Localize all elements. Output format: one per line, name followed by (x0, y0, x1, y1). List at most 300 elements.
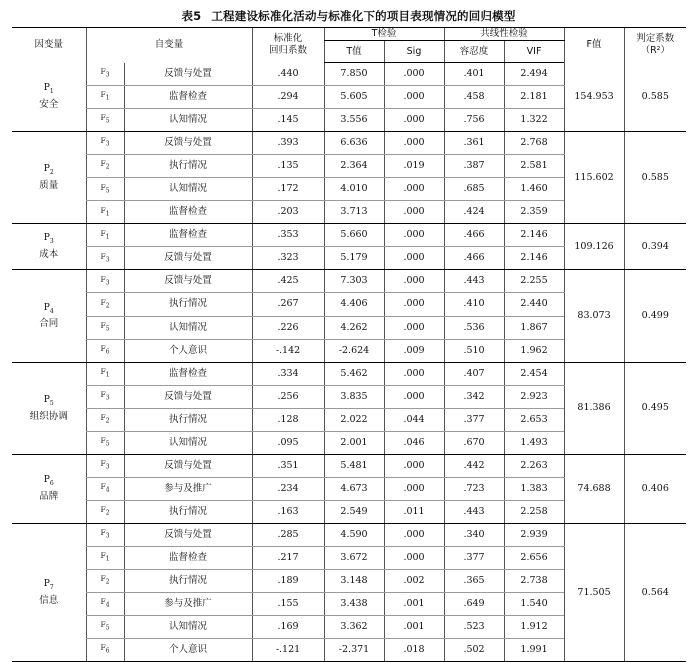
f-value: 154.953 (564, 63, 624, 132)
dependent-variable-cell (12, 63, 86, 132)
independent-variable: 监督检查 (124, 201, 252, 224)
factor-code (86, 385, 124, 408)
code-index: 6 (105, 647, 110, 655)
t-value: -2.371 (324, 639, 384, 662)
t-value: 3.362 (324, 616, 384, 639)
vif-value: 2.768 (504, 132, 564, 155)
sig-value: .044 (384, 408, 444, 431)
code-index: 5 (105, 624, 110, 632)
code-index: 1 (105, 233, 110, 241)
dependent-name: 成本 (39, 249, 59, 261)
dependent-code (12, 232, 86, 248)
vif-value: 2.440 (504, 293, 564, 316)
code-letter: F (100, 551, 106, 561)
std-coef-value: -.142 (252, 339, 324, 362)
t-value: 2.022 (324, 408, 384, 431)
code-index: 6 (105, 348, 110, 356)
dependent-variable-cell (12, 454, 86, 523)
dependent-code (12, 578, 86, 594)
t-value: 3.556 (324, 109, 384, 132)
independent-variable: 个人意识 (124, 339, 252, 362)
r2-value: 0.406 (624, 454, 686, 523)
f-value: 71.505 (564, 523, 624, 661)
factor-code (86, 132, 124, 155)
tolerance-value: .340 (444, 523, 504, 546)
dependent-code (12, 302, 86, 318)
code-index: 2 (105, 302, 110, 310)
independent-variable: 执行情况 (124, 408, 252, 431)
code-letter: P (43, 164, 50, 175)
vif-value: 1.912 (504, 616, 564, 639)
vif-value: 2.494 (504, 63, 564, 86)
sig-value: .001 (384, 616, 444, 639)
vif-value: 1.540 (504, 593, 564, 616)
independent-variable: 执行情况 (124, 500, 252, 523)
header-std-coef-line1: 标准化 (273, 33, 303, 45)
code-index: 3 (49, 238, 54, 246)
table-row (12, 362, 686, 385)
header-dependent: 因变量 (12, 28, 86, 63)
factor-code (86, 178, 124, 201)
tolerance-value: .523 (444, 616, 504, 639)
factor-code (86, 247, 124, 270)
code-letter: F (100, 159, 106, 169)
t-value: 3.438 (324, 593, 384, 616)
header-independent: 自变量 (86, 28, 252, 63)
independent-variable: 反馈与处置 (124, 523, 252, 546)
factor-code (86, 339, 124, 362)
sig-value: .000 (384, 477, 444, 500)
f-value: 83.073 (564, 270, 624, 362)
r2-value: 0.585 (624, 132, 686, 224)
t-value: 4.262 (324, 316, 384, 339)
tolerance-value: .466 (444, 247, 504, 270)
std-coef-value: .285 (252, 523, 324, 546)
f-value: 115.602 (564, 132, 624, 224)
tolerance-value: .377 (444, 408, 504, 431)
header-collinearity: 共线性检验 (444, 28, 564, 41)
dependent-variable-cell (12, 132, 86, 224)
vif-value: 2.653 (504, 408, 564, 431)
std-coef-value: .393 (252, 132, 324, 155)
tolerance-value: .377 (444, 546, 504, 569)
r2-value: 0.585 (624, 63, 686, 132)
code-letter: F (100, 90, 106, 100)
sig-value: .000 (384, 63, 444, 86)
code-index: 2 (105, 417, 110, 425)
code-index: 3 (105, 463, 110, 471)
factor-code (86, 155, 124, 178)
vif-value: 1.322 (504, 109, 564, 132)
t-value: 5.462 (324, 362, 384, 385)
tolerance-value: .401 (444, 63, 504, 86)
dependent-name: 质量 (39, 180, 59, 192)
independent-variable: 认知情况 (124, 431, 252, 454)
code-index: 1 (105, 94, 110, 102)
vif-value: 2.146 (504, 247, 564, 270)
table-row (12, 132, 686, 155)
code-letter: F (100, 113, 106, 123)
code-letter: P (43, 475, 50, 486)
code-letter: P (43, 579, 50, 590)
std-coef-value: .351 (252, 454, 324, 477)
code-letter: P (43, 233, 50, 244)
std-coef-value: .294 (252, 86, 324, 109)
std-coef-value: .234 (252, 477, 324, 500)
sig-value: .000 (384, 224, 444, 247)
dependent-name: 合同 (39, 318, 59, 330)
factor-code (86, 86, 124, 109)
header-vif: VIF (504, 41, 564, 63)
independent-variable: 个人意识 (124, 639, 252, 662)
t-value: 2.549 (324, 500, 384, 523)
tolerance-value: .361 (444, 132, 504, 155)
code-letter: F (100, 459, 106, 469)
independent-variable: 监督检查 (124, 362, 252, 385)
header-f-value: F值 (564, 28, 624, 63)
t-value: 4.406 (324, 293, 384, 316)
tolerance-value: .649 (444, 593, 504, 616)
dependent-variable-cell (12, 224, 86, 270)
independent-variable: 认知情况 (124, 178, 252, 201)
f-value: 74.688 (564, 454, 624, 523)
code-index: 3 (105, 532, 110, 540)
sig-value: .009 (384, 339, 444, 362)
code-letter: F (100, 182, 106, 192)
tolerance-value: .407 (444, 362, 504, 385)
tolerance-value: .756 (444, 109, 504, 132)
table-caption (0, 8, 697, 24)
std-coef-value: -.121 (252, 639, 324, 662)
sig-value: .000 (384, 201, 444, 224)
vif-value: 2.738 (504, 570, 564, 593)
code-letter: F (100, 343, 106, 353)
sig-value: .000 (384, 546, 444, 569)
independent-variable: 执行情况 (124, 293, 252, 316)
code-letter: F (100, 482, 106, 492)
std-coef-value: .203 (252, 201, 324, 224)
independent-variable: 认知情况 (124, 109, 252, 132)
independent-variable: 反馈与处置 (124, 385, 252, 408)
header-t-test: T检验 (324, 28, 444, 41)
std-coef-value: .145 (252, 109, 324, 132)
sig-value: .000 (384, 293, 444, 316)
vif-value: 2.255 (504, 270, 564, 293)
code-index: 5 (105, 117, 110, 125)
vif-value: 2.939 (504, 523, 564, 546)
header-r2-line1: 判定系数 (636, 33, 675, 45)
independent-variable: 反馈与处置 (124, 132, 252, 155)
tolerance-value: .670 (444, 431, 504, 454)
header-sig: Sig (384, 41, 444, 63)
t-value: 3.672 (324, 546, 384, 569)
std-coef-value: .163 (252, 500, 324, 523)
vif-value: 1.962 (504, 339, 564, 362)
sig-value: .000 (384, 247, 444, 270)
sig-value: .000 (384, 86, 444, 109)
tolerance-value: .387 (444, 155, 504, 178)
code-letter: F (100, 274, 106, 284)
dependent-code (12, 163, 86, 179)
code-letter: F (100, 228, 106, 238)
code-index: 5 (105, 440, 110, 448)
dependent-code (12, 474, 86, 490)
vif-value: 1.991 (504, 639, 564, 662)
std-coef-value: .217 (252, 546, 324, 569)
code-index: 2 (105, 578, 110, 586)
sig-value: .019 (384, 155, 444, 178)
dependent-code (12, 82, 86, 98)
factor-code (86, 523, 124, 546)
tolerance-value: .342 (444, 385, 504, 408)
tolerance-value: .510 (444, 339, 504, 362)
std-coef-value: .440 (252, 63, 324, 86)
std-coef-value: .172 (252, 178, 324, 201)
vif-value: 1.867 (504, 316, 564, 339)
code-index: 5 (49, 399, 54, 407)
vif-value: 2.181 (504, 86, 564, 109)
t-value: 6.636 (324, 132, 384, 155)
sig-value: .000 (384, 454, 444, 477)
table-number: 表5 (181, 9, 202, 23)
table-row (12, 224, 686, 247)
header-r2-line2: （R²） (640, 45, 670, 57)
table-row (12, 270, 686, 293)
code-index: 3 (105, 394, 110, 402)
code-index: 4 (49, 307, 54, 315)
independent-variable: 执行情况 (124, 570, 252, 593)
t-value: 7.850 (324, 63, 384, 86)
t-value: 3.835 (324, 385, 384, 408)
code-index: 4 (105, 601, 110, 609)
header-r2 (624, 28, 686, 63)
code-index: 1 (49, 88, 54, 96)
code-index: 5 (105, 187, 110, 194)
t-value: 7.303 (324, 270, 384, 293)
dependent-variable-cell (12, 362, 86, 454)
std-coef-value: .135 (252, 155, 324, 178)
header-tolerance: 容忍度 (444, 41, 504, 63)
factor-code (86, 224, 124, 247)
independent-variable: 参与及推广 (124, 593, 252, 616)
code-index: 3 (105, 71, 110, 79)
code-letter: F (100, 643, 106, 653)
code-letter: F (100, 67, 106, 77)
table-header (12, 28, 686, 63)
tolerance-value: .458 (444, 86, 504, 109)
table-body (12, 63, 686, 662)
r2-value: 0.499 (624, 270, 686, 362)
factor-code (86, 454, 124, 477)
independent-variable: 反馈与处置 (124, 63, 252, 86)
code-letter: F (100, 136, 106, 146)
regression-table (12, 27, 686, 662)
sig-value: .000 (384, 362, 444, 385)
tolerance-value: .443 (444, 500, 504, 523)
code-letter: F (100, 597, 106, 607)
code-letter: F (100, 297, 106, 307)
factor-code (86, 109, 124, 132)
vif-value: 2.454 (504, 362, 564, 385)
factor-code (86, 408, 124, 431)
tolerance-value: .536 (444, 316, 504, 339)
code-letter: P (43, 83, 50, 94)
t-value: 5.605 (324, 86, 384, 109)
code-letter: F (100, 251, 106, 261)
std-coef-value: .256 (252, 385, 324, 408)
vif-value: 1.493 (504, 431, 564, 454)
code-index: 7 (49, 583, 54, 591)
t-value: 4.010 (324, 178, 384, 201)
independent-variable: 认知情况 (124, 616, 252, 639)
code-index: 3 (105, 140, 110, 148)
factor-code (86, 616, 124, 639)
independent-variable: 认知情况 (124, 316, 252, 339)
factor-code (86, 201, 124, 224)
independent-variable: 反馈与处置 (124, 270, 252, 293)
tolerance-value: .410 (444, 293, 504, 316)
sig-value: .000 (384, 385, 444, 408)
t-value: 3.148 (324, 570, 384, 593)
factor-code (86, 593, 124, 616)
f-value: 109.126 (564, 224, 624, 270)
factor-code (86, 500, 124, 523)
independent-variable: 反馈与处置 (124, 454, 252, 477)
code-index: 4 (105, 486, 110, 494)
vif-value: 2.263 (504, 454, 564, 477)
independent-variable: 监督检查 (124, 86, 252, 109)
tolerance-value: .466 (444, 224, 504, 247)
std-coef-value: .425 (252, 270, 324, 293)
t-value: 2.001 (324, 431, 384, 454)
factor-code (86, 431, 124, 454)
sig-value: .000 (384, 109, 444, 132)
vif-value: 2.359 (504, 201, 564, 224)
tolerance-value: .424 (444, 201, 504, 224)
code-letter: F (100, 412, 106, 422)
code-index: 2 (49, 169, 54, 177)
vif-value: 1.460 (504, 178, 564, 201)
dependent-variable-cell (12, 270, 86, 362)
t-value: 3.713 (324, 201, 384, 224)
t-value: 5.660 (324, 224, 384, 247)
code-letter: F (100, 505, 106, 515)
factor-code (86, 639, 124, 662)
std-coef-value: .334 (252, 362, 324, 385)
std-coef-value: .155 (252, 593, 324, 616)
tolerance-value: .502 (444, 639, 504, 662)
factor-code (86, 362, 124, 385)
code-index: 6 (49, 480, 54, 488)
factor-code (86, 316, 124, 339)
table-row (12, 454, 686, 477)
r2-value: 0.394 (624, 224, 686, 270)
sig-value: .011 (384, 500, 444, 523)
std-coef-value: .128 (252, 408, 324, 431)
table-row (12, 63, 686, 86)
sig-value: .046 (384, 431, 444, 454)
vif-value: 1.383 (504, 477, 564, 500)
dependent-variable-cell (12, 523, 86, 661)
code-index: 3 (105, 279, 110, 287)
factor-code (86, 63, 124, 86)
f-value: 81.386 (564, 362, 624, 454)
tolerance-value: .442 (444, 454, 504, 477)
t-value: 5.179 (324, 247, 384, 270)
vif-value: 2.923 (504, 385, 564, 408)
dependent-name: 品牌 (39, 491, 59, 503)
code-index: 3 (105, 256, 110, 264)
vif-value: 2.656 (504, 546, 564, 569)
tolerance-value: .443 (444, 270, 504, 293)
independent-variable: 监督检查 (124, 546, 252, 569)
vif-value: 2.258 (504, 500, 564, 523)
factor-code (86, 570, 124, 593)
std-coef-value: .226 (252, 316, 324, 339)
independent-variable: 反馈与处置 (124, 247, 252, 270)
sig-value: .018 (384, 639, 444, 662)
factor-code (86, 477, 124, 500)
code-letter: F (100, 366, 106, 376)
t-value: 4.590 (324, 523, 384, 546)
sig-value: .002 (384, 570, 444, 593)
std-coef-value: .189 (252, 570, 324, 593)
std-coef-value: .267 (252, 293, 324, 316)
table-row (12, 523, 686, 546)
r2-value: 0.564 (624, 523, 686, 661)
code-index: 2 (105, 509, 110, 517)
factor-code (86, 546, 124, 569)
sig-value: .000 (384, 316, 444, 339)
code-letter: P (43, 302, 50, 313)
t-value: 2.364 (324, 155, 384, 178)
tolerance-value: .723 (444, 477, 504, 500)
t-value: -2.624 (324, 339, 384, 362)
dependent-name: 信息 (39, 594, 59, 606)
sig-value: .000 (384, 178, 444, 201)
header-std-coef (252, 28, 324, 63)
code-letter: F (100, 436, 106, 446)
sig-value: .001 (384, 593, 444, 616)
independent-variable: 执行情况 (124, 155, 252, 178)
dependent-code (12, 394, 86, 410)
independent-variable: 监督检查 (124, 224, 252, 247)
code-letter: F (100, 574, 106, 584)
code-index: 5 (105, 325, 110, 333)
std-coef-value: .169 (252, 616, 324, 639)
dependent-name: 组织协调 (29, 410, 68, 422)
header-t-value: T值 (324, 41, 384, 63)
code-letter: F (100, 528, 106, 538)
sig-value: .000 (384, 523, 444, 546)
dependent-name: 安全 (39, 99, 59, 111)
code-letter: F (100, 320, 106, 330)
r2-value: 0.495 (624, 362, 686, 454)
sig-value: .000 (384, 270, 444, 293)
code-letter: F (100, 389, 106, 399)
vif-value: 2.146 (504, 224, 564, 247)
header-std-coef-line2: 回归系数 (269, 45, 308, 57)
std-coef-value: .095 (252, 431, 324, 454)
std-coef-value: .323 (252, 247, 324, 270)
sig-value: .000 (384, 132, 444, 155)
code-index: 1 (105, 210, 110, 218)
code-index: 1 (105, 371, 110, 379)
factor-code (86, 270, 124, 293)
t-value: 4.673 (324, 477, 384, 500)
factor-code (86, 293, 124, 316)
tolerance-value: .365 (444, 570, 504, 593)
